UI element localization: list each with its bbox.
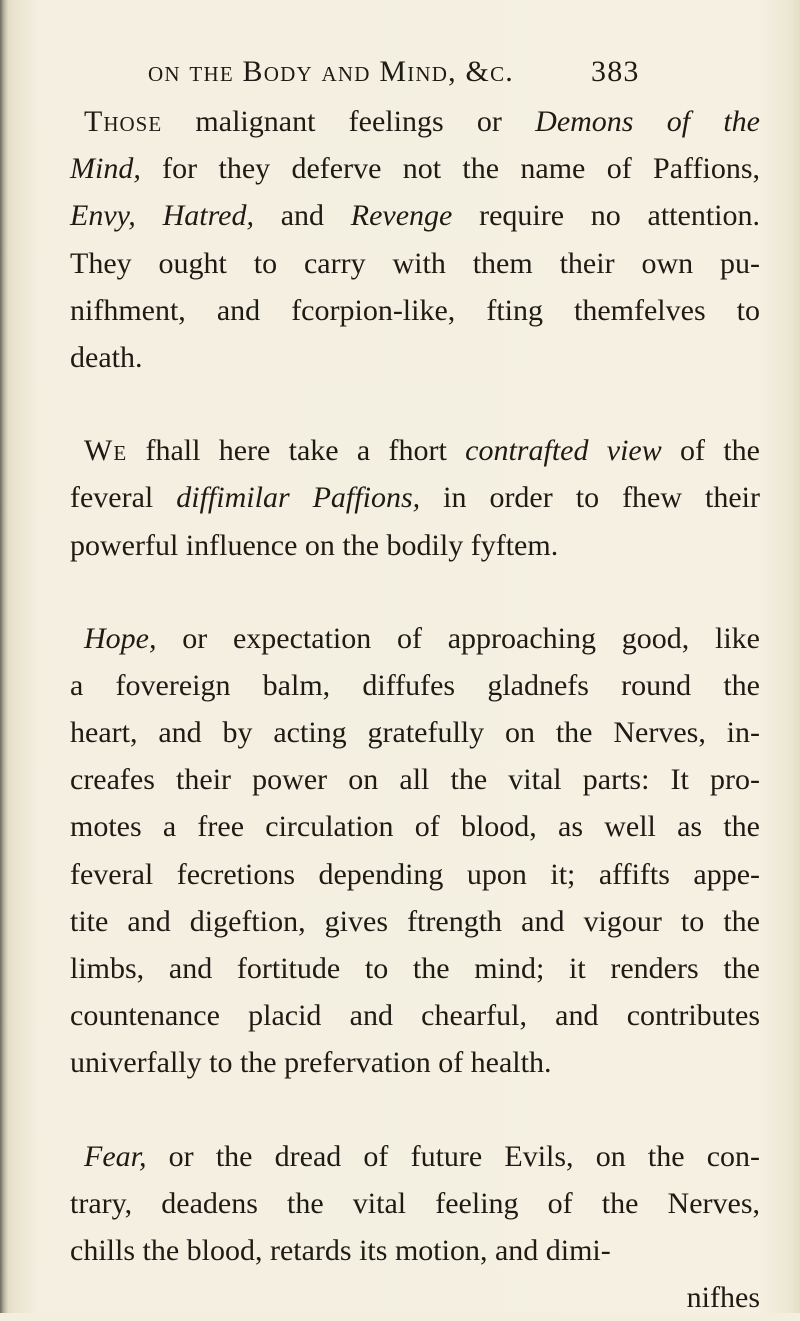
page-gutter-edge	[0, 0, 8, 1313]
text-run: creafes their power on all the vital parts: It pro-	[70, 763, 760, 797]
paragraph-gap	[70, 1087, 760, 1133]
text-run	[136, 199, 163, 232]
text-line	[70, 756, 760, 803]
text-run: chills the blood, retards its motion, and dimi-	[70, 1233, 611, 1267]
text-run: heart, and by acting gratefully on the Nerves, in-	[70, 716, 760, 750]
paragraph-gap	[70, 381, 760, 427]
text-run: death.	[70, 340, 143, 374]
text-line	[70, 898, 760, 945]
page-number: 383	[591, 55, 640, 88]
italic-text: Hatred,	[162, 199, 254, 233]
text-line	[70, 192, 760, 239]
text-line	[70, 98, 760, 145]
text-run: tite and digeftion, gives ftrength and vigour to the	[70, 904, 760, 938]
text-line	[70, 427, 760, 474]
italic-text: Envy,	[70, 199, 136, 233]
body-text	[70, 98, 760, 1321]
text-run: in order to fhew their	[420, 481, 761, 515]
text-run: We	[84, 434, 128, 468]
italic-text: diffimilar Paffions,	[176, 481, 421, 515]
text-run: of the	[661, 434, 760, 468]
text-line	[70, 522, 760, 569]
running-head-title: on the Body and Mind, &c.	[148, 55, 514, 88]
text-line	[70, 803, 760, 850]
text-line	[70, 851, 760, 898]
italic-text: Hope,	[84, 621, 157, 655]
italic-text: Revenge	[350, 199, 453, 233]
text-line	[70, 145, 760, 192]
text-run: countenance placid and chearful, and contributes	[70, 999, 760, 1033]
text-run: malignant feelings or	[162, 105, 536, 138]
text-run: or expectation of approaching good, like	[156, 621, 760, 655]
paragraph	[70, 98, 760, 381]
text-run: for they deferve not the name of Paffions,	[140, 152, 760, 186]
catchword: nifhes	[686, 1281, 760, 1315]
running-head	[148, 55, 708, 103]
text-run: nifhment, and fcorpion-like, fting themfelves to	[70, 293, 760, 327]
text-line	[70, 334, 760, 381]
text-run: Those	[84, 105, 163, 138]
italic-text: contrafted view	[465, 434, 662, 468]
text-run: fhall here take a fhort	[127, 434, 466, 468]
italic-text: Mind,	[70, 152, 141, 186]
italic-text: Fear,	[84, 1139, 147, 1173]
text-line	[70, 709, 760, 756]
paragraph	[70, 1133, 760, 1275]
text-line	[70, 1180, 760, 1227]
text-run: motes a free circulation of blood, as well as the	[70, 810, 760, 844]
text-line	[70, 287, 760, 334]
text-line	[70, 945, 760, 992]
text-line	[70, 240, 760, 287]
text-run: feveral fecretions depending upon it; affifts appe-	[70, 857, 760, 891]
text-line	[70, 474, 760, 521]
text-run: or the dread of future Evils, on the con-	[146, 1139, 760, 1173]
text-run: limbs, and fortitude to the mind; it renders the	[70, 952, 760, 985]
paragraph-gap	[70, 569, 760, 615]
text-line	[70, 1133, 760, 1180]
italic-text: Demons of the	[535, 105, 760, 138]
text-run: powerful influence on the bodily fyftem.	[70, 528, 559, 562]
text-run: trary, deadens the vital feeling of the Nerves,	[70, 1186, 760, 1220]
text-run: require no attention.	[452, 199, 761, 233]
text-line	[70, 1039, 760, 1086]
text-line	[70, 662, 760, 709]
text-run: They ought to carry with them their own pu-	[70, 246, 760, 280]
paragraph	[70, 427, 760, 569]
text-run: feveral	[70, 481, 177, 515]
text-line	[70, 615, 760, 662]
text-line	[70, 992, 760, 1039]
text-run: and	[253, 199, 351, 233]
text-run: a fovereign balm, diffufes gladnefs round the	[70, 668, 760, 702]
text-run: univerfally to the prefervation of health.	[70, 1046, 552, 1080]
paragraph	[70, 615, 760, 1087]
text-line	[70, 1227, 760, 1274]
